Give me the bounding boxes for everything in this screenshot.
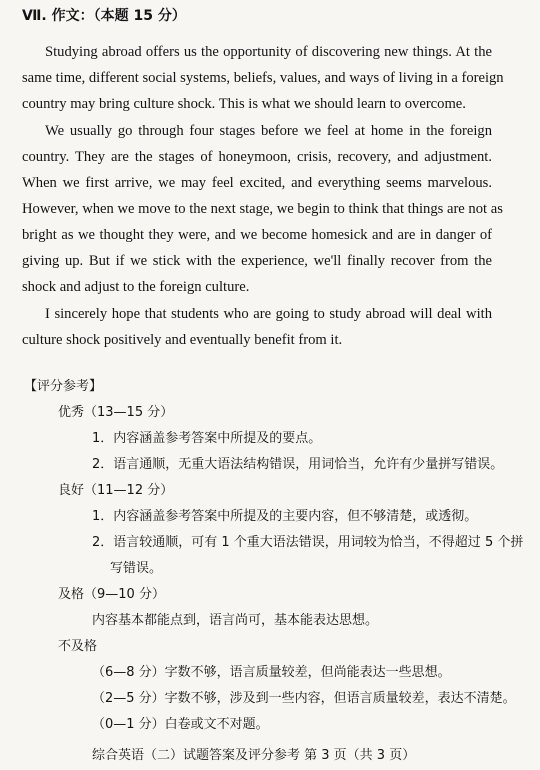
essay-line-6: When we first arrive, we may feel excited, and everything seems marvelous.: [22, 175, 492, 191]
essay-line-4: We usually go through four stages before we feel at home in the foreign: [45, 123, 492, 139]
grade-excellent-item-1: 1．内容涵盖参考答案中所提及的要点。: [92, 431, 322, 446]
essay-line-7: However, when we move to the next stage, we begin to think that things are not as: [22, 201, 503, 217]
grade-fail-item-1: （6—8 分）字数不够，语言质量较差，但尚能表达一些思想。: [92, 665, 451, 680]
section-heading: Ⅶ. 作文：（本题 15 分）: [22, 8, 186, 24]
essay-line-5: country. They are the stages of honeymoon, crisis, recovery, and adjustment.: [22, 149, 492, 165]
essay-line-2: same time, different social systems, beliefs, values, and ways of living in a foreign: [22, 70, 504, 86]
grade-good-label: 良好（11—12 分）: [58, 483, 174, 498]
grade-fail-label: 不及格: [58, 639, 98, 654]
essay-line-1: Studying abroad offers us the opportunity of discovering new things. At the: [45, 44, 492, 60]
essay-line-12: culture shock positively and eventually benefit from it.: [22, 332, 343, 348]
grade-excellent-label: 优秀（13—15 分）: [58, 405, 174, 420]
essay-line-8: bright as we thought they were, and we become homesick and are in danger of: [22, 227, 492, 243]
essay-line-3: country may bring culture shock. This is what we should learn to overcome.: [22, 96, 466, 112]
grade-pass-item: 内容基本都能点到，语言尚可，基本能表达思想。: [92, 613, 379, 628]
page-footer: 综合英语（二）试题答案及评分参考 第 3 页（共 3 页）: [92, 748, 416, 763]
essay-line-10: shock and adjust to the foreign culture.: [22, 279, 250, 295]
essay-line-9: giving up. But if we stick with the experience, we'll finally recover from the: [22, 253, 492, 269]
grade-pass-label: 及格（9—10 分）: [58, 587, 165, 602]
scoring-title: 【评分参考】: [24, 379, 103, 394]
grade-good-item-2-cont: 写错误。: [110, 561, 163, 576]
essay-line-11: I sincerely hope that students who are going to study abroad will deal with: [45, 306, 492, 322]
grade-good-item-1: 1．内容涵盖参考答案中所提及的主要内容，但不够清楚，或透彻。: [92, 509, 478, 524]
grade-fail-item-2: （2—5 分）字数不够，涉及到一些内容，但语言质量较差，表达不清楚。: [92, 691, 516, 706]
grade-good-item-2: 2．语言较通顺，可有 1 个重大语法错误，用词较为恰当，不得超过 5 个拼: [92, 535, 524, 550]
grade-fail-item-3: （0—1 分）白卷或文不对题。: [92, 717, 269, 732]
grade-excellent-item-2: 2．语言通顺，无重大语法结构错误，用词恰当，允许有少量拼写错误。: [92, 457, 504, 472]
